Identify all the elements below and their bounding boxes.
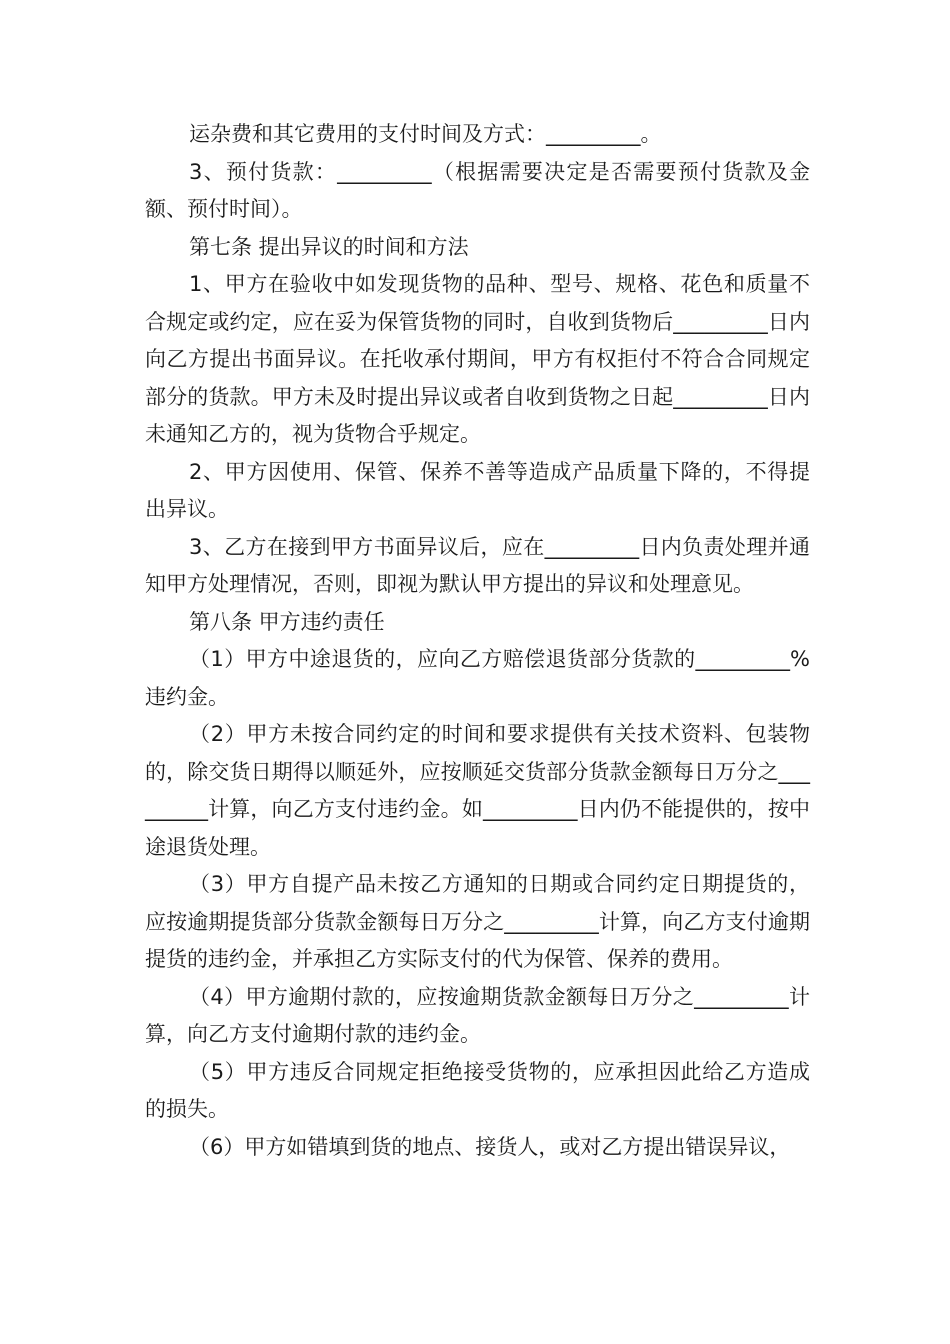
article-8-item-4: （4）甲方逾期付款的，应按逾期货款金额每日万分之_________计算，向乙方支付逾期付款的违约金。 [145, 984, 810, 1046]
article-7-item-2: 2、甲方因使用、保管、保养不善等造成产品质量下降的，不得提出异议。 [145, 459, 810, 521]
article-8-heading: 第八条 甲方违约责任 [189, 609, 385, 634]
article-8-item-6: （6）甲方如错填到货的地点、接货人，或对乙方提出错误异议， [189, 1134, 791, 1159]
article-8-item-5: （5）甲方违反合同规定拒绝接受货物的，应承担因此给乙方造成的损失。 [145, 1059, 810, 1121]
prepayment-paragraph: 3、预付货款：_________（根据需要决定是否需要预付货款及金额、预付时间）。 [145, 159, 810, 221]
payment-time-method-paragraph: 运杂费和其它费用的支付时间及方式：_________。 [189, 122, 662, 146]
article-8-item-3: （3）甲方自提产品未按乙方通知的日期或合同约定日期提货的，应按逾期提货部分货款金额每日万分之_________计算，向乙方支付逾期提货的违约金，并承担乙方实际支付的代为保管、保养的费用。 [145, 872, 810, 971]
article-8-item-2: （2）甲方未按合同约定的时间和要求提供有关技术资料、包装物的，除交货日期得以顺延外，应按顺延交货部分货款金额每日万分之_________计算，向乙方支付违约金。如_________日内仍不能提供的，按中途退货处理。 [145, 722, 810, 859]
article-7-heading: 第七条 提出异议的时间和方法 [189, 234, 469, 259]
document-page [145, 116, 810, 1166]
article-7-item-1: 1、甲方在验收中如发现货物的品种、型号、规格、花色和质量不合规定或约定，应在妥为保管货物的同时，自收到货物后_________日内向乙方提出书面异议。在托收承付期间，甲方有权拒付不符合合同规定部分的货款。甲方未及时提出异议或者自收到货物之日起_________日内未通知乙方的，视为货物合乎规定。 [145, 272, 810, 446]
article-7-item-3: 3、乙方在接到甲方书面异议后，应在_________日内负责处理并通知甲方处理情况，否则，即视为默认甲方提出的异议和处理意见。 [145, 534, 810, 596]
article-8-item-1: （1）甲方中途退货的，应向乙方赔偿退货部分货款的_________%违约金。 [145, 647, 810, 709]
